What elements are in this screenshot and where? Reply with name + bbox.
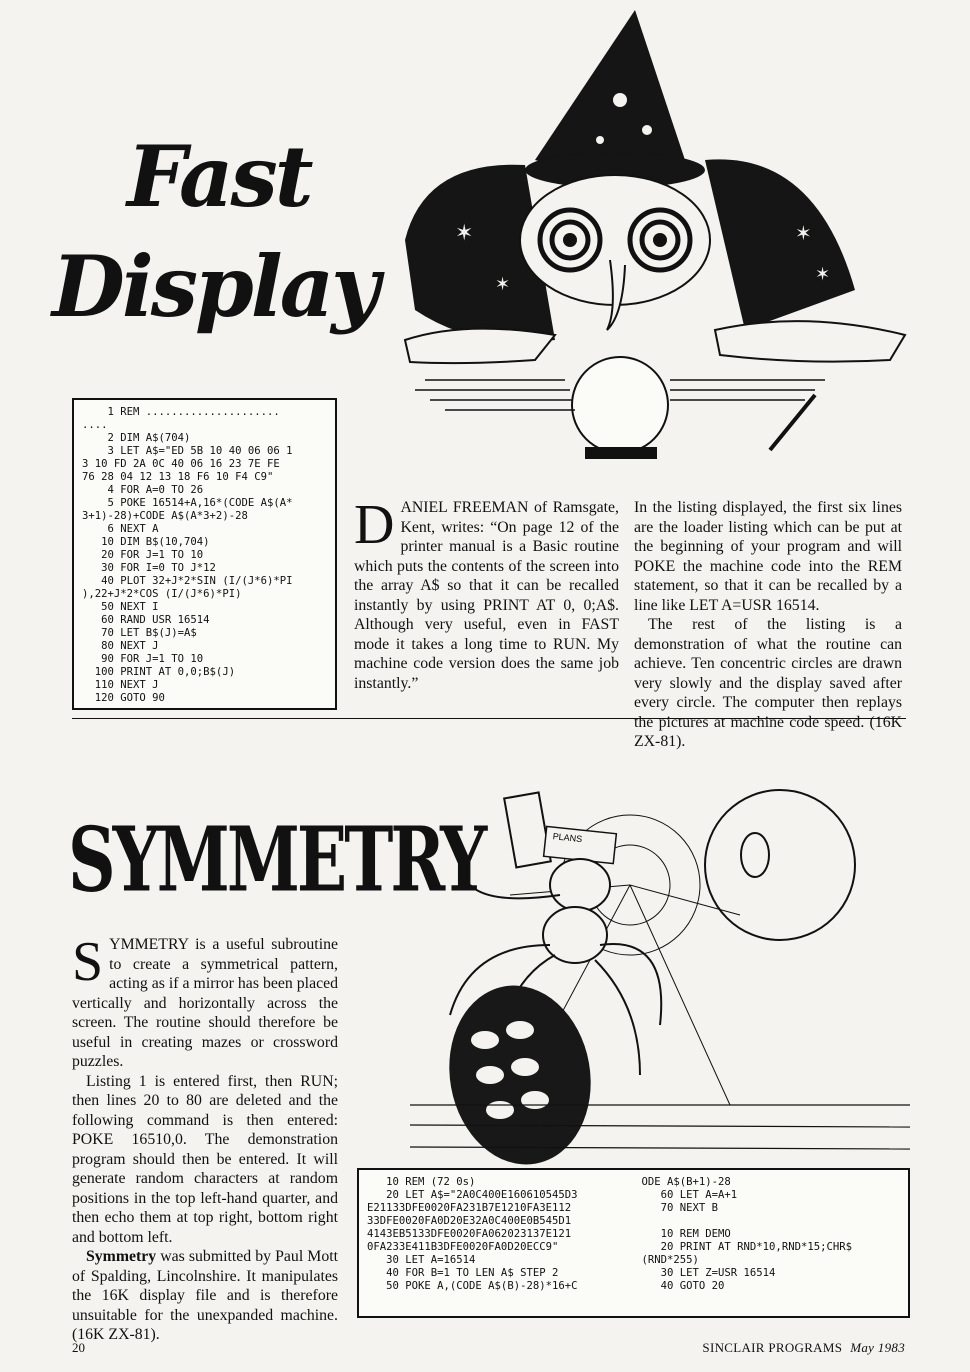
footer-masthead (702, 1340, 905, 1356)
issue-date: May 1983 (850, 1340, 905, 1355)
fast-display-column-1 (354, 494, 619, 693)
fast-display-listing: 1 REM ..................... .... 2 DIM A$(704) 3 LET A$="ED 5B 10 40 06 06 1 3 10 FD 2A 0C 40 06 16 23 7E FE 76 28 04 12 13 18 F6 10 F4 C9" 4 FOR A=0 TO 26 5 POKE 16514+A,16*(CODE A$(A* 3+1)-28)+CODE A$(A*3+2)-28 6 NEXT A 10 DIM B$(10,704) 20 FOR J=1 TO 10 30 FOR I=0 TO J*12 40 PLOT 32+J*2*SIN (I/(J*6)*PI ),22+J*2*COS (I/(J*6)*PI) 50 NEXT I 60 RAND USR 16514 70 LET B$(J)=A$ 80 NEXT J 90 FOR J=1 TO 10 100 PRINT AT 0,0;B$(J) 110 NEXT J 120 GOTO 90 (72, 398, 337, 710)
spider-illustration (410, 775, 910, 1175)
fast-display-column-2 (634, 498, 902, 752)
symmetry-para-1-text: YMMETRY is a useful subroutine to create a symmetrical pattern, acting as if a mirror has been placed vertically and horizontally across the screen. The routine should therefore be useful in creating mazes or crossword puzzles. (72, 936, 338, 1070)
symmetry-listing-col-1: 10 REM (72 0s) 20 LET A$="2A0C400E160610545D3 E21133DFE0020FA231B7E1210FA3E112 33DFE0020FA0D20E32A0C400E0B545D1 4143EB5133DFE0020FA062023137E121 0FA233E411B3DFE0020FA0D20ECC9" 30 LET A=16514 40 FOR B=1 TO LEN A$ STEP 2 50 POKE A,(CODE A$(B)-28)*16+C (367, 1176, 578, 1292)
symmetry-para-3 (72, 1247, 338, 1345)
page-number: 20 (72, 1340, 85, 1355)
symmetry-title: SYMMETRY (68, 806, 485, 913)
symmetry-listing (357, 1168, 910, 1318)
fast-title-line1: Fast (127, 127, 311, 226)
fast-display-para-1 (354, 494, 619, 693)
section-divider (72, 718, 906, 719)
symmetry-para-3-text: was submitted by Paul Mott of Spalding, Lincolnshire. It manipulates the 16K display file and is therefore unsuitable for the unexpanded machine. (16K ZX-81). (72, 1248, 338, 1343)
svg-text:✶: ✶ (455, 220, 474, 245)
magazine-name: SINCLAIR PROGRAMS (702, 1340, 843, 1355)
fast-title-line2: Display (52, 237, 377, 336)
drop-cap-s: S (72, 931, 104, 993)
svg-text:✶: ✶ (795, 223, 812, 245)
plans-sign-text: PLANS (552, 831, 583, 845)
drop-cap-d: D (354, 494, 395, 556)
fast-display-para-2: In the listing displayed, the first six lines are the loader listing which can be put at the beginning of your program and will POKE the machine code into the REM statement, so that it can be recalled by a line like LET A=USR 16514. (634, 499, 902, 614)
fast-display-title (52, 127, 377, 360)
wizard-illustration (385, 10, 930, 470)
symmetry-para-1 (72, 931, 338, 1072)
symmetry-listing-col-2: ODE A$(B+1)-28 60 LET A=A+1 70 NEXT B 10 REM DEMO 20 PRINT AT RND*10,RND*15;CHR$ (RND*255) 30 LET Z=USR 16514 40 GOTO 20 (641, 1176, 852, 1292)
symmetry-bold-name: Symmetry (86, 1248, 157, 1265)
fast-display-para-3: The rest of the listing is a demonstration of what the routine can achieve. Ten concentric circles are drawn very slowly and the display saved after every circle. The computer then replays the pictures at machine code speed. (16K ZX-81). (634, 616, 902, 750)
svg-text:✶: ✶ (495, 274, 511, 294)
fast-display-para-1-text: ANIEL FREEMAN of Ramsgate, Kent, writes: “On page 12 of the printer manual is a Basic routine which puts the contents of the screen into the array A$ so that it can be recalled instantly by using PRINT AT 0, 0;A$. Although very useful, even in FAST mode it takes a long time to RUN. My machine code version does the same job instantly.” (354, 499, 619, 692)
svg-text:✶: ✶ (815, 264, 831, 284)
symmetry-para-2: Listing 1 is entered first, then RUN; then lines 20 to 80 are deleted and the following command is then entered: POKE 16510,0. The demonstration program should then be entered. It will generate random characters at random positions in the top left-hand quarter, and then echo them at top right, bottom right and bottom left. (72, 1072, 338, 1246)
symmetry-column (72, 931, 338, 1345)
